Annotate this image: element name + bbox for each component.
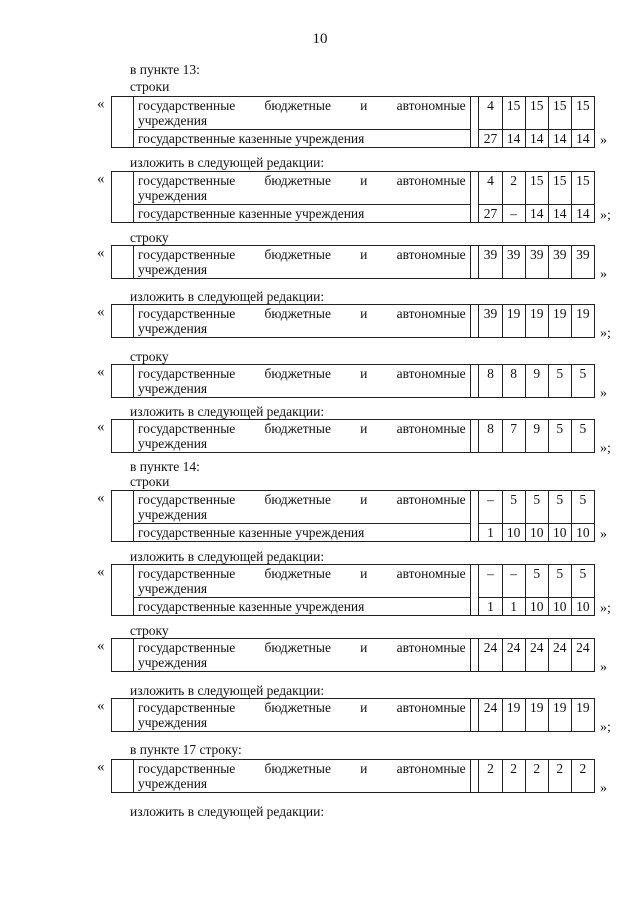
cell-value: 24 — [548, 639, 571, 672]
label-row: строку — [130, 230, 169, 245]
section-label-p13: в пункте 13: — [130, 62, 200, 77]
cell-value: 15 — [548, 97, 571, 130]
cell-value: 27 — [479, 205, 502, 223]
row-text: государственные бюджетные и автономные — [138, 247, 466, 262]
cell-value: 15 — [571, 172, 594, 205]
table-row: государственные бюджетные и автономные учреждения 39 39 39 39 39 — [112, 246, 595, 279]
quote-close-semicolon: »; — [600, 326, 611, 341]
cell-value: 1 — [502, 598, 525, 616]
cell-value: 39 — [525, 246, 548, 279]
quote-open: « — [97, 304, 105, 320]
cell-value: 19 — [502, 699, 525, 732]
cell-value: 2 — [571, 760, 594, 793]
quote-open: « — [97, 171, 105, 187]
row-text: государственные казенные учреждения — [134, 524, 471, 542]
cell-value: 5 — [525, 491, 548, 524]
cell-value: 14 — [525, 130, 548, 148]
quote-open: « — [97, 419, 105, 435]
row-text: государственные бюджетные и автономные — [138, 761, 466, 776]
table-row: государственные бюджетные и автономные учреждения 4 15 15 15 15 — [112, 97, 595, 130]
cell-value: 1 — [479, 598, 502, 616]
label-new-edition: изложить в следующей редакции: — [130, 549, 325, 564]
cell-value: – — [502, 205, 525, 223]
table-row: государственные бюджетные и автономные учреждения 39 19 19 19 19 — [112, 305, 595, 338]
cell-value: 19 — [525, 305, 548, 338]
quote-open: « — [97, 759, 105, 775]
cell-value: 5 — [525, 565, 548, 598]
cell-value: 10 — [525, 524, 548, 542]
cell-value: – — [479, 565, 502, 598]
cell-value: 8 — [502, 365, 525, 398]
cell-value: 15 — [525, 172, 548, 205]
table-row — [112, 598, 595, 616]
label-new-edition: изложить в следующей редакции: — [130, 404, 325, 419]
update-table — [111, 96, 595, 148]
row-text: государственные казенные учреждения — [134, 205, 471, 223]
cell-value: 8 — [479, 365, 502, 398]
label-rows: строки — [130, 79, 170, 94]
section-label-p14: в пункте 14: — [130, 459, 200, 474]
cell-value: 24 — [479, 639, 502, 672]
label-new-edition: изложить в следующей редакции: — [130, 155, 325, 170]
cell-value: 2 — [479, 760, 502, 793]
cell-value: 5 — [571, 491, 594, 524]
cell-value: 15 — [548, 172, 571, 205]
cell-value: 2 — [502, 760, 525, 793]
cell-value: 15 — [502, 97, 525, 130]
cell-value: 10 — [525, 598, 548, 616]
table-row: государственные бюджетные и автономные учреждения 24 19 19 19 19 — [112, 699, 595, 732]
cell-value: 14 — [548, 130, 571, 148]
cell-value: 24 — [525, 639, 548, 672]
update-table — [111, 490, 595, 542]
cell-value: 14 — [525, 205, 548, 223]
update-table — [111, 638, 595, 672]
cell-value: 5 — [502, 491, 525, 524]
quote-close: » — [600, 133, 607, 148]
cell-value: 4 — [479, 97, 502, 130]
quote-close-semicolon: »; — [600, 208, 611, 223]
cell-value: 7 — [502, 420, 525, 453]
row-text: государственные бюджетные и автономные — [138, 98, 466, 113]
table-row: государственные бюджетные и автономные учреждения 8 7 9 5 5 — [112, 420, 595, 453]
cell-value: 2 — [502, 172, 525, 205]
row-text: государственные бюджетные и автономные — [138, 492, 466, 507]
row-text: государственные бюджетные и автономные — [138, 306, 466, 321]
cell-value: 10 — [571, 524, 594, 542]
cell-value: 39 — [502, 246, 525, 279]
table-row: государственные бюджетные и автономные учреждения 24 24 24 24 24 — [112, 639, 595, 672]
table-row: государственные бюджетные и автономные учреждения 8 8 9 5 5 — [112, 365, 595, 398]
cell-value: 39 — [548, 246, 571, 279]
cell-value: 14 — [571, 205, 594, 223]
row-text: государственные казенные учреждения — [134, 598, 471, 616]
cell-value: 24 — [502, 639, 525, 672]
row-text: государственные бюджетные и автономные — [138, 421, 466, 436]
label-new-edition: изложить в следующей редакции: — [130, 804, 325, 819]
cell-value: 5 — [548, 420, 571, 453]
cell-value: 5 — [548, 491, 571, 524]
quote-close-semicolon: »; — [600, 441, 611, 456]
cell-value: 10 — [571, 598, 594, 616]
update-table — [111, 245, 595, 279]
row-text: государственные бюджетные и автономные — [138, 700, 466, 715]
row-text: государственные казенные учреждения — [134, 130, 471, 148]
quote-close-semicolon: »; — [600, 601, 611, 616]
cell-value: 24 — [571, 639, 594, 672]
cell-value: 4 — [479, 172, 502, 205]
update-table — [111, 419, 595, 453]
row-text: государственные бюджетные и автономные — [138, 566, 466, 581]
table-row: государственные бюджетные и автономные учреждения – – 5 5 5 — [112, 565, 595, 598]
cell-value: 2 — [525, 760, 548, 793]
quote-open: « — [97, 698, 105, 714]
cell-value: 15 — [525, 97, 548, 130]
cell-value: 5 — [571, 365, 594, 398]
cell-value: 1 — [479, 524, 502, 542]
cell-value: 5 — [548, 565, 571, 598]
cell-value: 9 — [525, 420, 548, 453]
table-row: государственные бюджетные и автономные учреждения – 5 5 5 5 — [112, 491, 595, 524]
cell-value: 19 — [502, 305, 525, 338]
table-row — [112, 130, 595, 148]
cell-value: 8 — [479, 420, 502, 453]
quote-close: » — [600, 781, 607, 796]
table-row: государственные бюджетные и автономные учреждения 2 2 2 2 2 — [112, 760, 595, 793]
cell-value: – — [502, 565, 525, 598]
quote-open: « — [97, 564, 105, 580]
cell-value: 14 — [548, 205, 571, 223]
label-new-edition: изложить в следующей редакции: — [130, 683, 325, 698]
table-row — [112, 205, 595, 223]
label-new-edition: изложить в следующей редакции: — [130, 289, 325, 304]
cell-value: 19 — [571, 699, 594, 732]
table-row — [112, 524, 595, 542]
quote-close: » — [600, 386, 607, 401]
quote-open: « — [97, 364, 105, 380]
quote-open: « — [97, 490, 105, 506]
quote-close: » — [600, 267, 607, 282]
label-row: строку — [130, 349, 169, 364]
label-row: строку — [130, 623, 169, 638]
cell-value: 39 — [479, 305, 502, 338]
label-rows: строки — [130, 474, 170, 489]
update-table — [111, 304, 595, 338]
quote-open: « — [97, 638, 105, 654]
update-table — [111, 171, 595, 223]
cell-value: 14 — [502, 130, 525, 148]
cell-value: 10 — [548, 524, 571, 542]
update-table — [111, 698, 595, 732]
cell-value: 19 — [525, 699, 548, 732]
cell-value: 39 — [571, 246, 594, 279]
row-text: государственные бюджетные и автономные — [138, 366, 466, 381]
cell-value: 5 — [571, 420, 594, 453]
update-table — [111, 564, 595, 616]
cell-value: 2 — [548, 760, 571, 793]
cell-value: 39 — [479, 246, 502, 279]
cell-value: 10 — [548, 598, 571, 616]
cell-value: 19 — [548, 699, 571, 732]
quote-open: « — [97, 96, 105, 112]
quote-close-semicolon: »; — [600, 720, 611, 735]
quote-close: » — [600, 660, 607, 675]
page-number: 10 — [312, 31, 328, 47]
cell-value: 24 — [479, 699, 502, 732]
quote-open: « — [97, 245, 105, 261]
cell-value: 27 — [479, 130, 502, 148]
cell-value: – — [479, 491, 502, 524]
cell-value: 19 — [548, 305, 571, 338]
cell-value: 14 — [571, 130, 594, 148]
quote-close: » — [600, 527, 607, 542]
cell-value: 19 — [571, 305, 594, 338]
table-row: государственные бюджетные и автономные учреждения 4 2 15 15 15 — [112, 172, 595, 205]
update-table — [111, 364, 595, 398]
cell-value: 10 — [502, 524, 525, 542]
cell-value: 5 — [571, 565, 594, 598]
cell-value: 5 — [548, 365, 571, 398]
row-text: государственные бюджетные и автономные — [138, 173, 466, 188]
update-table — [111, 759, 595, 793]
row-text: государственные бюджетные и автономные — [138, 640, 466, 655]
cell-value: 15 — [571, 97, 594, 130]
section-label-p17: в пункте 17 строку: — [130, 742, 242, 757]
cell-value: 9 — [525, 365, 548, 398]
